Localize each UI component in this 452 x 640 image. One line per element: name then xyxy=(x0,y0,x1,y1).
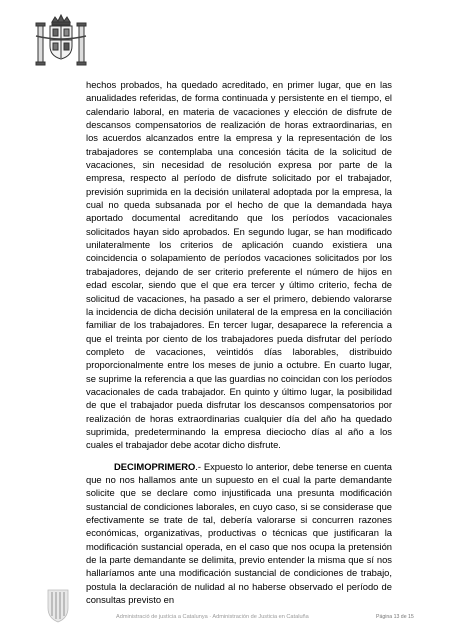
footer-text: Administració de justícia a Catalunya · Administración de Justicia en Cataluña xyxy=(116,614,309,620)
paragraph-decimoprimero-text: .- Expuesto lo anterior, debe tenerse en cuenta que no nos hallamos ante un supuesto en el cual la parte demandante solicite que se declare como injustificada una presunta modificación sustancial de condiciones laborales, en cuyo caso, si se considerase que efectivamente se trate de tal, debería valorarse si concurren razones económicas, organizativas, productivas o técnicas que justificaran la modificación sustancial operada, en el caso que nos ocupa la pretensión de la parte demandante se delimita, previo entender la misma que sí nos hallaríamos ante una modificación sustancial de condiciones de trabajo, postula la declaración de nulidad al no haberse observado el período de consultas previsto en xyxy=(86,460,392,606)
paragraph-decimo-continuation: hechos probados, ha quedado acreditado, en primer lugar, que en las anualidades referidas, de forma continuada y persistente en el tiempo, el calendario laboral, en materia de vacaciones y elección de disfrute de descansos compensatorios de realización de horas extraordinarias, en los acuerdos alcanzados entre la empresa y la representación de los trabajadores se contemplaba una concesión tácita de la solicitud de vacaciones, sin necesidad de resolución expresa por parte de la empresa, respecto al período de disfrute solicitado por el trabajador, previsión suprimida en la decisión unilateral adoptada por la empresa, la cual no queda subsanada por el hecho de que la demandada haya aportado documental acreditando que los períodos vacacionales solicitados hayan sido aprobados. En segundo lugar, se han modificado unilateralmente los criterios de aplicación cuando existiera una coincidencia o solapamiento de períodos vacaciones solicitados por los trabajadores, dejando de ser criterio preferente el número de hijos en edad escolar, siendo que el que era tercer y último criterio, fecha de solicitud de vacaciones, ha pasado a ser el primero, debiendo valorarse la incidencia de dicha decisión unilateral de la empresa en la conciliación familiar de los trabajadores. En tercer lugar, desaparece la referencia a que el treinta por ciento de los trabajadores pueda disfrutar del período completo de vacaciones, veintidós días laborables, distribuido proporcionalmente entre los meses de junio a octubre. En cuarto lugar, se suprime la referencia a que las guardias no coincidan con los períodos vacacionales de cada trabajador. En quinto y último lugar, la posibilidad de que el trabajador pueda disfrutar los descansos compensatorios por realización de horas extraordinarias cualquier día del año ha quedado suprimida, predeterminando la empresa dieciocho días al año a los cuales el trabajador debe acotar dicho disfrute. xyxy=(86,79,392,451)
paragraph-decimoprimero xyxy=(86,460,392,607)
document-body xyxy=(86,78,392,606)
section-heading-decimoprimero: DECIMOPRIMERO xyxy=(114,460,196,472)
catalan-justice-logo-icon xyxy=(46,588,70,624)
spanish-coat-of-arms-icon xyxy=(30,12,92,72)
page-number: Página 13 de 15 xyxy=(376,614,414,620)
